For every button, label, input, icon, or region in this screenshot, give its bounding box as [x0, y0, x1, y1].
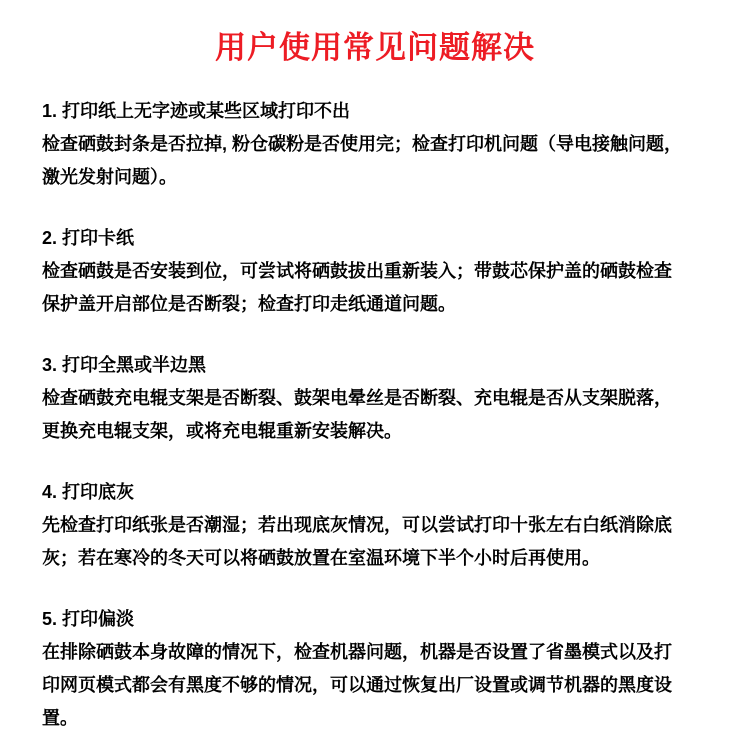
faq-section-1-body-line: 检查硒鼓封条是否拉掉, 粉仓碳粉是否使用完；检查打印机问题（导电接触问题， — [42, 134, 682, 154]
faq-section-5 — [42, 603, 712, 735]
faq-section-3-body-line: 更换充电辊支架，或将充电辊重新安装解决。 — [42, 421, 402, 441]
page-title: 用户使用常见问题解决 — [215, 30, 535, 65]
faq-section-4-heading: 4. 打印底灰 — [42, 482, 135, 502]
faq-section-3-heading: 3. 打印全黑或半边黑 — [42, 355, 207, 375]
faq-section-5-body-line: 印网页模式都会有黑度不够的情况，可以通过恢复出厂设置或调节机器的黑度设 — [42, 675, 672, 695]
faq-section-2-heading: 2. 打印卡纸 — [42, 228, 135, 248]
faq-section-4-body-line: 先检查打印纸张是否潮湿；若出现底灰情况，可以尝试打印十张左右白纸消除底 — [42, 515, 672, 535]
faq-section-3-body-line: 检查硒鼓充电辊支架是否断裂、鼓架电晕丝是否断裂、充电辊是否从支架脱落， — [42, 388, 672, 408]
faq-section-4 — [42, 476, 712, 575]
faq-section-1 — [42, 95, 712, 194]
faq-section-5-body-line: 置。 — [42, 708, 78, 728]
faq-section-2-body-line: 检查硒鼓是否安装到位，可尝试将硒鼓拔出重新装入；带鼓芯保护盖的硒鼓检查 — [42, 261, 672, 281]
faq-section-1-body-line: 激光发射问题）。 — [42, 167, 177, 187]
faq-section-5-body-line: 在排除硒鼓本身故障的情况下，检查机器问题，机器是否设置了省墨模式以及打 — [42, 642, 672, 662]
faq-section-1-heading: 1. 打印纸上无字迹或某些区域打印不出 — [42, 101, 351, 121]
faq-content — [42, 95, 712, 735]
faq-section-2 — [42, 222, 712, 321]
faq-section-4-body-line: 灰；若在寒冷的冬天可以将硒鼓放置在室温环境下半个小时后再使用。 — [42, 548, 600, 568]
faq-section-2-body-line: 保护盖开启部位是否断裂；检查打印走纸通道问题。 — [42, 294, 456, 314]
faq-section-5-heading: 5. 打印偏淡 — [42, 609, 135, 629]
faq-section-3 — [42, 349, 712, 448]
